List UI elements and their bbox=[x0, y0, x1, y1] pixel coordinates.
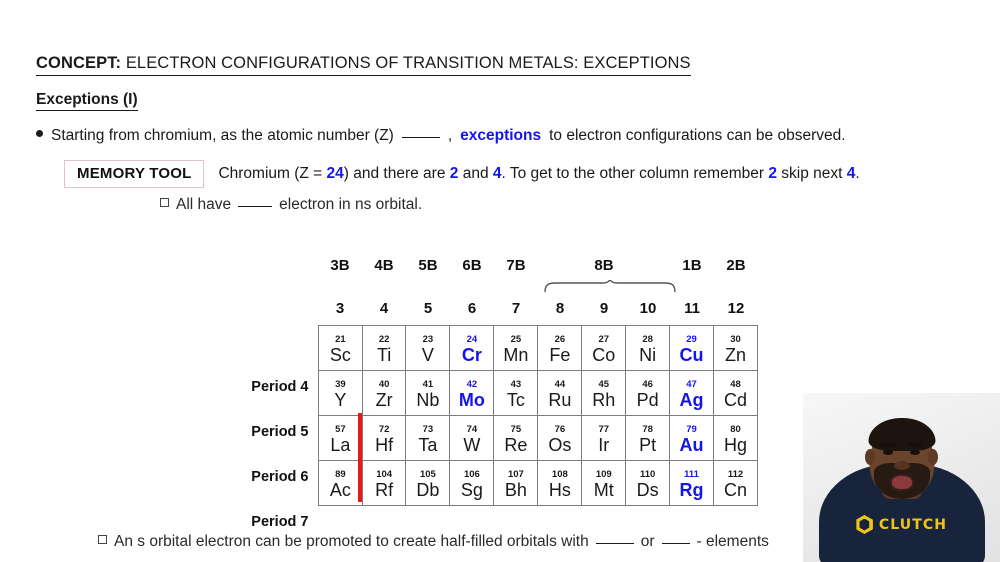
atomic-number: 77 bbox=[598, 424, 610, 435]
atomic-number: 57 bbox=[335, 424, 346, 435]
transition-metals-table bbox=[251, 256, 758, 530]
group-number-10: 10 bbox=[639, 300, 657, 317]
element-symbol: Db bbox=[416, 480, 440, 500]
table-row bbox=[319, 416, 758, 461]
element-symbol: Bh bbox=[504, 480, 527, 500]
atomic-number: 112 bbox=[727, 469, 744, 480]
group-number-6: 6 bbox=[467, 300, 477, 317]
presenter-mouth bbox=[890, 474, 914, 491]
atomic-number: 43 bbox=[510, 379, 522, 390]
sub-promote-text-2: or bbox=[640, 533, 655, 550]
element-cell-Hf[interactable] bbox=[362, 416, 406, 461]
table-row bbox=[319, 326, 758, 371]
element-cell-Ni[interactable] bbox=[626, 326, 670, 371]
element-symbol: Ac bbox=[329, 480, 351, 500]
atomic-number: 42 bbox=[466, 379, 478, 390]
brand-name: CLUTCH bbox=[878, 516, 948, 533]
presenter-ear-right bbox=[928, 449, 938, 465]
atomic-number: 48 bbox=[730, 379, 741, 390]
element-cell-Pd[interactable] bbox=[626, 371, 670, 416]
bullet-main bbox=[36, 127, 846, 145]
element-symbol: Zr bbox=[375, 390, 393, 410]
atomic-number: 40 bbox=[378, 379, 390, 390]
group-letter-4B: 4B bbox=[374, 257, 394, 274]
atomic-number: 30 bbox=[730, 334, 741, 345]
element-cell-Cr[interactable] bbox=[450, 326, 494, 371]
period-label-4: Period 4 bbox=[251, 379, 309, 395]
group-number-4: 4 bbox=[379, 300, 389, 317]
presenter-eyebrow-right bbox=[908, 443, 922, 447]
table-row bbox=[319, 461, 758, 506]
element-symbol: Rg bbox=[679, 480, 704, 500]
element-cell-Ru[interactable] bbox=[538, 371, 582, 416]
element-cell-Co[interactable] bbox=[582, 326, 626, 371]
bullet-main-text-2: to electron configurations can be observed. bbox=[549, 127, 846, 144]
element-symbol: Tc bbox=[506, 390, 525, 410]
atomic-number: 47 bbox=[686, 379, 697, 390]
atomic-number: 79 bbox=[686, 424, 697, 435]
memory-number-2b: 2 bbox=[768, 165, 777, 182]
fill-in-blank bbox=[238, 206, 272, 207]
memory-text-1: Chromium (Z = bbox=[218, 165, 323, 182]
atomic-number: 110 bbox=[639, 469, 656, 480]
atomic-number: 111 bbox=[684, 469, 699, 480]
memory-tool-badge: MEMORY TOOL bbox=[64, 160, 204, 188]
fill-in-blank bbox=[596, 543, 634, 544]
atomic-number: 108 bbox=[551, 469, 568, 480]
group-number-9: 9 bbox=[599, 300, 609, 317]
atomic-number: 74 bbox=[466, 424, 478, 435]
element-symbol: W bbox=[463, 435, 481, 455]
element-symbol: Y bbox=[334, 390, 347, 410]
element-symbol: Cn bbox=[724, 480, 748, 500]
bullet-dot-icon bbox=[36, 130, 43, 137]
atomic-number: 29 bbox=[686, 334, 697, 345]
element-symbol: Co bbox=[592, 345, 616, 365]
element-cell-Ds[interactable] bbox=[626, 461, 670, 506]
bullet-main-text-1: Starting from chromium, as the atomic number (Z) bbox=[51, 127, 394, 144]
square-bullet-icon bbox=[98, 535, 107, 544]
memory-text-4: . To get to the other column remember bbox=[501, 165, 765, 182]
element-symbol: La bbox=[330, 435, 351, 455]
memory-text-2: ) and there are bbox=[343, 165, 446, 182]
atomic-number: 21 bbox=[335, 334, 346, 345]
square-bullet-icon bbox=[160, 198, 169, 207]
atomic-number: 76 bbox=[554, 424, 566, 435]
element-cell-V[interactable] bbox=[406, 326, 450, 371]
memory-number-24: 24 bbox=[326, 165, 344, 182]
element-cell-Db[interactable] bbox=[406, 461, 450, 506]
element-cell-Zn[interactable] bbox=[714, 326, 758, 371]
memory-text-6: . bbox=[855, 165, 860, 182]
atomic-number: 106 bbox=[463, 469, 480, 480]
element-cell-Hg[interactable] bbox=[714, 416, 758, 461]
element-symbol: Zn bbox=[725, 345, 747, 365]
hexagon-logo-icon bbox=[856, 515, 873, 534]
concept-title: ELECTRON CONFIGURATIONS OF TRANSITION METALS: EXCEPTIONS bbox=[121, 54, 691, 72]
bullet-main-keyword: exceptions bbox=[460, 127, 542, 144]
element-cell-Ta[interactable] bbox=[406, 416, 450, 461]
sub-ns-text-1: All have bbox=[176, 196, 232, 213]
element-cell-Zr[interactable] bbox=[362, 371, 406, 416]
element-cell-Ti[interactable] bbox=[362, 326, 406, 371]
atomic-number: 41 bbox=[422, 379, 434, 390]
element-cell-Mo[interactable] bbox=[450, 371, 494, 416]
element-cell-Rh[interactable] bbox=[582, 371, 626, 416]
group-number-8: 8 bbox=[555, 300, 565, 317]
element-symbol: Rh bbox=[592, 390, 616, 410]
atomic-number: 80 bbox=[730, 424, 741, 435]
element-cell-Nb[interactable] bbox=[406, 371, 450, 416]
element-symbol: Hf bbox=[375, 435, 394, 455]
atomic-number: 104 bbox=[376, 469, 393, 480]
group-letter-6B: 6B bbox=[462, 257, 482, 274]
element-symbol: Mn bbox=[503, 345, 529, 365]
period-label-5: Period 5 bbox=[251, 424, 309, 440]
element-cell-Cd[interactable] bbox=[714, 371, 758, 416]
atomic-number: 27 bbox=[598, 334, 610, 345]
presenter-eyebrow-left bbox=[881, 443, 895, 447]
element-symbol: Cu bbox=[679, 345, 704, 365]
page-title bbox=[36, 54, 691, 76]
atomic-number: 24 bbox=[466, 334, 478, 345]
element-grid bbox=[251, 325, 758, 530]
element-cell-Mn[interactable] bbox=[494, 326, 538, 371]
element-symbol: Pt bbox=[639, 435, 657, 455]
presenter-eye-right bbox=[910, 450, 920, 455]
element-cell-Mt[interactable] bbox=[582, 461, 626, 506]
atomic-number: 109 bbox=[595, 469, 612, 480]
element-cell-Ag[interactable] bbox=[670, 371, 714, 416]
presenter-ear-left bbox=[865, 449, 875, 465]
element-symbol: Ag bbox=[679, 390, 704, 410]
period-label-6: Period 6 bbox=[251, 469, 309, 485]
element-cell-Fe[interactable] bbox=[538, 326, 582, 371]
memory-tool-row bbox=[64, 160, 860, 188]
shirt-logo bbox=[856, 515, 947, 534]
element-cell-W[interactable] bbox=[450, 416, 494, 461]
atomic-number: 45 bbox=[598, 379, 610, 390]
atomic-number: 73 bbox=[422, 424, 434, 435]
element-cell-Sg[interactable] bbox=[450, 461, 494, 506]
atomic-number: 89 bbox=[335, 469, 346, 480]
bullet-main-comma: , bbox=[447, 127, 453, 144]
memory-number-4b: 4 bbox=[846, 165, 856, 182]
atomic-number: 107 bbox=[507, 469, 524, 480]
atomic-number: 78 bbox=[642, 424, 653, 435]
element-cell-Rf[interactable] bbox=[362, 461, 406, 506]
atomic-number: 28 bbox=[642, 334, 653, 345]
atomic-number: 26 bbox=[554, 334, 566, 345]
memory-text-5: skip next bbox=[781, 165, 843, 182]
sub-bullet-promotion bbox=[98, 533, 769, 551]
group-letter-3B: 3B bbox=[330, 257, 350, 274]
element-symbol: Cr bbox=[461, 345, 482, 365]
element-symbol: Ta bbox=[418, 435, 438, 455]
element-cell-Pt[interactable] bbox=[626, 416, 670, 461]
group-8b-brace-icon bbox=[544, 280, 676, 293]
group-number-header-row bbox=[318, 299, 758, 321]
presenter-eye-left bbox=[883, 450, 893, 455]
concept-label: CONCEPT: bbox=[36, 54, 122, 72]
fill-in-blank bbox=[402, 137, 440, 138]
sub-ns-text-2: electron in ns orbital. bbox=[279, 196, 423, 213]
memory-tool-sentence bbox=[218, 165, 859, 183]
element-symbol: Ds bbox=[636, 480, 659, 500]
element-symbol: Sc bbox=[329, 345, 351, 365]
fill-in-blank bbox=[662, 543, 690, 544]
element-symbol: Os bbox=[548, 435, 572, 455]
presenter-video-overlay[interactable] bbox=[803, 393, 1000, 562]
element-symbol: Rf bbox=[375, 480, 394, 500]
group-letter-8B: 8B bbox=[594, 257, 614, 274]
memory-number-2a: 2 bbox=[449, 165, 459, 182]
element-symbol: Mt bbox=[593, 480, 614, 500]
element-cell-Os[interactable] bbox=[538, 416, 582, 461]
element-symbol: Hs bbox=[548, 480, 571, 500]
atomic-number: 23 bbox=[422, 334, 434, 345]
element-symbol: V bbox=[421, 345, 434, 365]
group-letter-1B: 1B bbox=[682, 257, 702, 274]
group-number-7: 7 bbox=[511, 300, 521, 317]
element-symbol: Re bbox=[504, 435, 528, 455]
element-symbol: Nb bbox=[416, 390, 440, 410]
element-symbol: Ni bbox=[639, 345, 657, 365]
element-cell-Re[interactable] bbox=[494, 416, 538, 461]
sub-promote-text-3: - elements bbox=[696, 533, 769, 550]
atomic-number: 46 bbox=[642, 379, 653, 390]
sub-promote-text-1: An s orbital electron can be promoted to create half-filled orbitals with bbox=[114, 533, 589, 550]
element-symbol: Cd bbox=[724, 390, 748, 410]
element-symbol: Ru bbox=[548, 390, 572, 410]
memory-number-4a: 4 bbox=[492, 165, 502, 182]
element-cell-Hs[interactable] bbox=[538, 461, 582, 506]
element-cell-Ir[interactable] bbox=[582, 416, 626, 461]
group-letter-7B: 7B bbox=[506, 257, 526, 274]
group-number-3: 3 bbox=[335, 300, 345, 317]
atomic-number: 22 bbox=[378, 334, 390, 345]
group-number-5: 5 bbox=[423, 300, 433, 317]
atomic-number: 44 bbox=[554, 379, 566, 390]
element-symbol: Au bbox=[679, 435, 704, 455]
element-cell-Cn[interactable] bbox=[714, 461, 758, 506]
element-symbol: Fe bbox=[549, 345, 571, 365]
lanthanide-divider-line bbox=[358, 413, 362, 502]
element-symbol: Mo bbox=[458, 390, 485, 410]
table-row bbox=[319, 371, 758, 416]
element-cell-Tc[interactable] bbox=[494, 371, 538, 416]
atomic-number: 39 bbox=[335, 379, 346, 390]
atomic-number: 25 bbox=[510, 334, 522, 345]
element-symbol: Hg bbox=[724, 435, 748, 455]
period-label-7: Period 7 bbox=[251, 514, 309, 530]
element-cell-Cu[interactable] bbox=[670, 326, 714, 371]
presenter-nose bbox=[894, 461, 910, 470]
element-cell-Au[interactable] bbox=[670, 416, 714, 461]
section-heading: Exceptions (I) bbox=[36, 91, 138, 111]
sub-bullet-ns-orbital bbox=[160, 196, 422, 214]
memory-text-3: and bbox=[462, 165, 489, 182]
element-symbol: Ir bbox=[598, 435, 610, 455]
atomic-number: 72 bbox=[378, 424, 390, 435]
group-letter-header-row bbox=[318, 256, 758, 278]
atomic-number: 105 bbox=[419, 469, 436, 480]
element-symbol: Sg bbox=[460, 480, 483, 500]
group-number-12: 12 bbox=[727, 300, 745, 317]
element-symbol: Ti bbox=[376, 345, 392, 365]
element-cell-Rg[interactable] bbox=[670, 461, 714, 506]
element-symbol: Pd bbox=[636, 390, 659, 410]
group-number-11: 11 bbox=[684, 300, 700, 317]
element-cell-Bh[interactable] bbox=[494, 461, 538, 506]
atomic-number: 75 bbox=[510, 424, 522, 435]
group-letter-5B: 5B bbox=[418, 257, 438, 274]
group-letter-2B: 2B bbox=[726, 257, 746, 274]
